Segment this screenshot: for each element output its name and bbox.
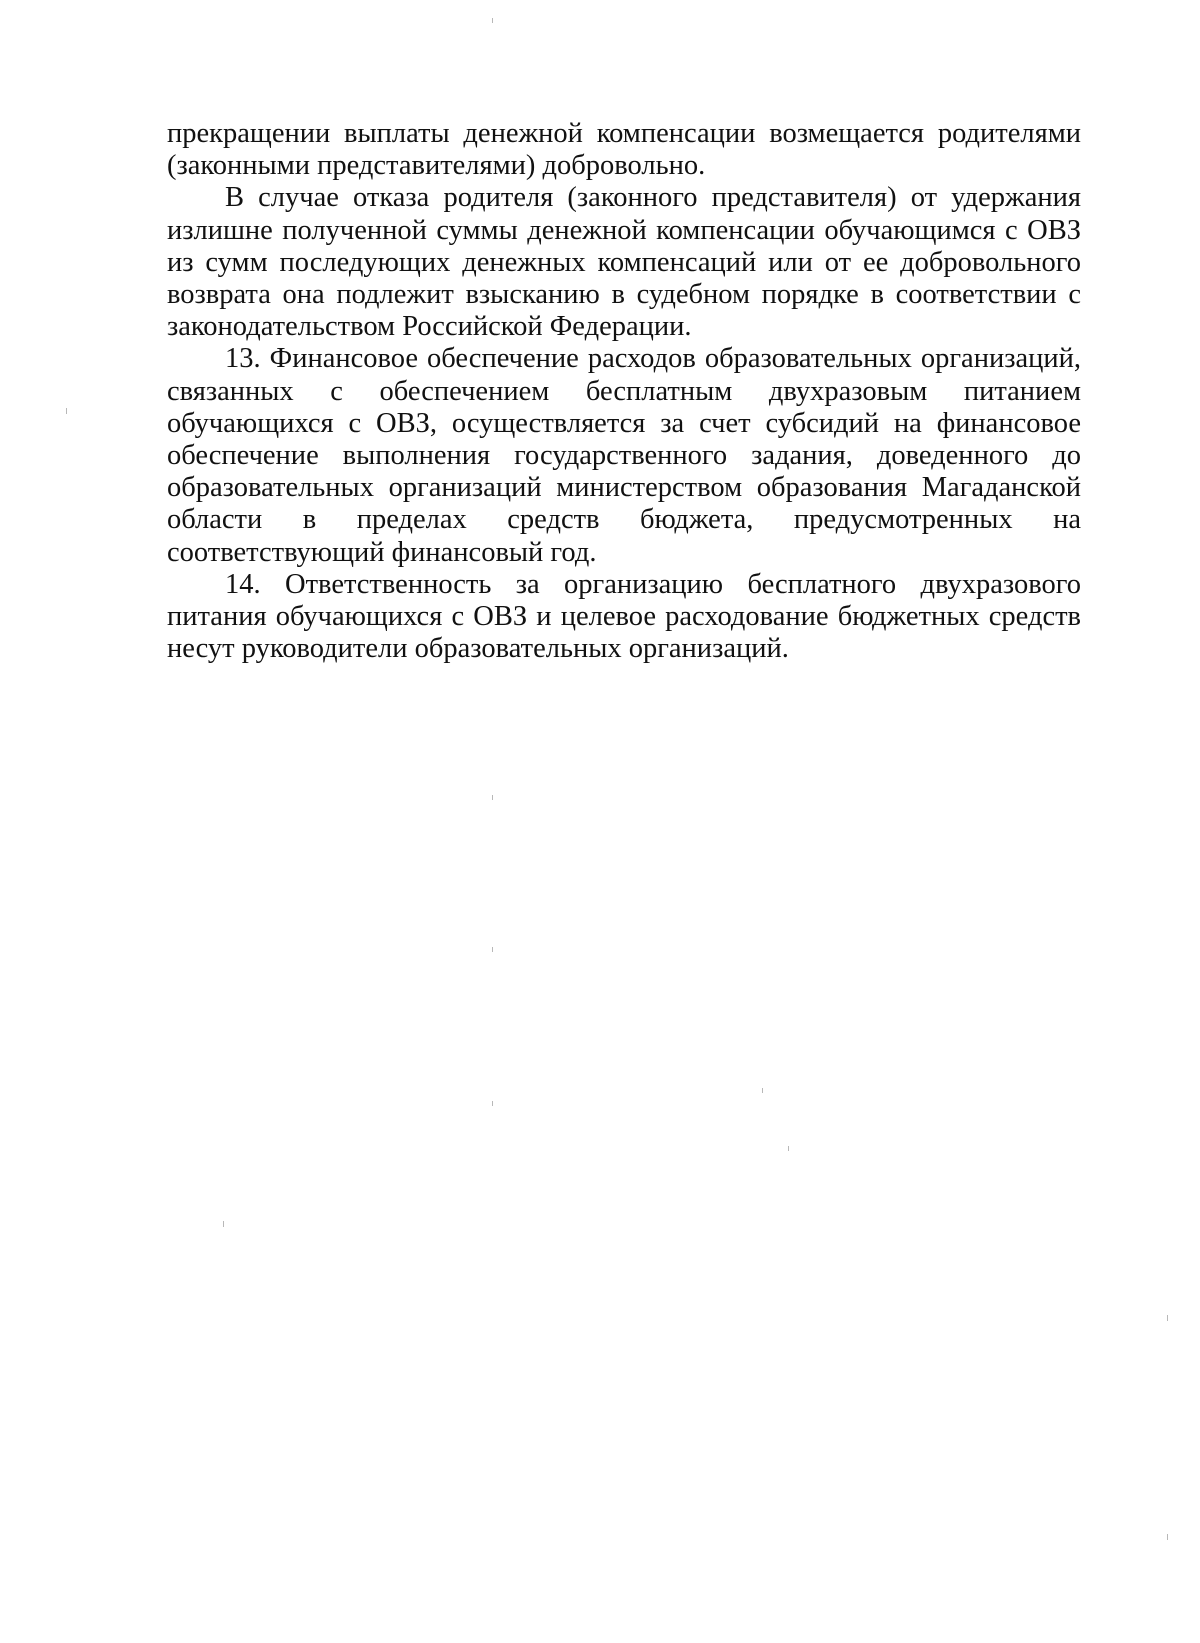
scan-speck: [788, 1146, 789, 1151]
paragraph-item-13: 13. Финансовое обеспечение расходов образовательных организаций, связанных с обеспечением бесплатным двухразовым питанием обучающихся с ОВЗ, осуществляется за счет субсидий на финансовое обеспечение выполнения государственного задания, доведенного до образовательных организаций министерством образования Магаданской области в пределах средств бюджета, предусмотренных на соответствующий финансовый год.: [167, 343, 1081, 568]
scan-speck: [223, 1221, 224, 1227]
paragraph-item-14: 14. Ответственность за организацию бесплатного двухразового питания обучающихся с ОВЗ и целевое расходование бюджетных средств несут руководители образовательных организаций.: [167, 568, 1081, 665]
scan-speck: [492, 947, 493, 952]
scan-speck: [66, 408, 67, 414]
scan-speck: [1167, 1315, 1168, 1321]
scan-speck: [762, 1088, 763, 1093]
scan-speck: [492, 795, 493, 800]
document-body: [167, 118, 1081, 665]
paragraph-continuation: прекращении выплаты денежной компенсации возмещается родителями (законными представителями) добровольно.: [167, 118, 1081, 182]
scan-speck: [492, 18, 493, 23]
scan-speck: [1167, 1534, 1168, 1540]
scan-speck: [492, 1101, 493, 1106]
paragraph-refusal-clause: В случае отказа родителя (законного представителя) от удержания излишне полученной суммы денежной компенсации обучающимся с ОВЗ из сумм последующих денежных компенсаций или от ее добровольного возврата она подлежит взысканию в судебном порядке в соответствии с законодательством Российской Федерации.: [167, 182, 1081, 343]
